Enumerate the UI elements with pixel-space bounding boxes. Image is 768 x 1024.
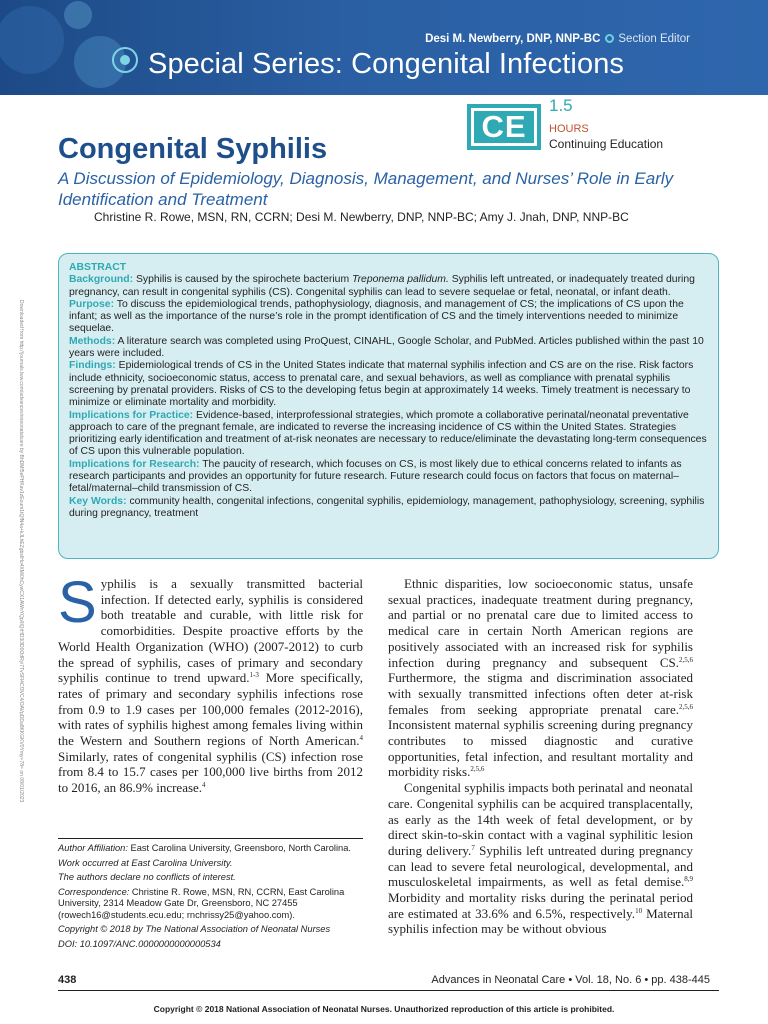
footer-divider — [58, 990, 719, 991]
body-paragraph: Congenital syphilis impacts both perinatal and neonatal care. Congenital syphilis can be acquired transplacentally, as early as the 14th week of fetal development, or by direct skin-to-skin contact with a vaginal syphilitic lesion during delivery.$^7$ Syphilis left untreated during pregnancy can lead to severe fetal neurological, developmental, and musculoskeletal impairments, as well as fetal demise.$^{8,9}$ Morbidity and mortality risks during the perinatal period are estimated at 33.6% and 6.5%, respectively.$^{10}$ Maternal syphilis infection may be without obvious — [388, 780, 693, 937]
abstract-methods: Methods: A literature search was completed using ProQuest, CINAHL, Google Scholar, and PubMed. Articles published within the past 10 years were included. — [69, 335, 704, 360]
abstract-findings: Findings: Epidemiological trends of CS in the United States indicate that maternal syphilis infection and CS are on the rise. Risk factors include ethnicity, socioeconomic status, access to prenatal care, and sexual behaviors, as well as compliance with prenatal syphilis screening by prenatal providers. Risks of CS to the developing fetus begin at approximately 14 weeks. Timely treatment is necessary to minimize or eliminate mortality and morbidity. — [69, 360, 694, 409]
abstract-purpose: Purpose: To discuss the epidemiological trends, pathophysiology, diagnosis, and management of CS; the implications of CS upon the infant; as well as the importance of the nurse’s role in the prompt identification of CS and the timely interventions needed to minimize sequelae. — [69, 298, 684, 335]
journal-citation: Advances in Neonatal Care • Vol. 18, No. 6 • pp. 438-445 — [431, 974, 710, 986]
body-right-column — [388, 576, 693, 937]
affiliation-copyright: Copyright © 2018 by The National Association of Neonatal Nurses — [58, 924, 331, 934]
page-number: 438 — [58, 974, 77, 986]
abstract-background: Background: Syphilis is caused by the spirochete bacterium Treponema pallidum. Syphilis left untreated, or inadequately treated during pregnancy, can result in congenital syphilis (CS). Congenital syphilis can lead to severe sequelae or fetal, neonatal, or infant death. — [69, 274, 695, 298]
affiliation-work: Work occurred at East Carolina University. — [58, 857, 233, 868]
affiliation-conflicts: The authors declare no conflicts of interest. — [58, 872, 236, 882]
ce-logo-text: CE — [474, 111, 534, 143]
editor-name: Desi M. Newberry, DNP, NNP-BC — [425, 33, 601, 45]
article-authors: Christine R. Rowe, MSN, RN, CCRN; Desi M. Newberry, DNP, NNP-BC; Amy J. Jnah, DNP, NNP-BC — [94, 210, 629, 224]
abstract-box — [58, 253, 719, 559]
affiliation-divider — [58, 838, 363, 839]
article-title: Congenital Syphilis — [58, 133, 328, 165]
abstract-research: Implications for Research: The paucity of research, which focuses on CS, is most likely due to ethical concerns related to infants as research participants and provides an opportunity for future research. Future research could focus on factors that focus on maternal–fetal/maternal–child transmission of CS. — [69, 458, 682, 495]
ce-unit: HOURS — [549, 123, 589, 135]
ce-hours: 1.5 — [549, 96, 573, 115]
section-editor — [425, 33, 690, 45]
copyright-notice: Copyright © 2018 National Association of Neonatal Nurses. Unauthorized reproduction of this article is prohibited. — [153, 1004, 615, 1014]
header-banner — [0, 0, 768, 95]
drop-cap: S — [58, 570, 97, 635]
download-notice: Downloaded from http://journals.lww.com/advancesinneonatalcare by BhDMf5ePHKav1zEoum1tQfN4a+kJLhEZgbsIHo4XMi0hCywCX1AWnYQp/IlQrHD3i3D0OdRyi7TvSFl4Cf3VC4/OAVpDDa8KKGKV0Ymy+78= on 08/01/2023 — [18, 300, 24, 803]
body-paragraph: Ethnic disparities, low socioeconomic status, unsafe sexual practices, inadequate treatment during pregnancy, and partial or no prenatal care due to limited access to medical care in certain North American regions are positively associated with an increased risk for syphilis infection during pregnancy and subsequent CS.$^{2,5,6}$ Furthermore, the stigma and discrimination associated with sexually transmitted infections often deter at-risk females from seeking appropriate prenatal care.$^{2,5,6}$ Inconsistent maternal syphilis screening during pregnancy contributes to missed diagnostic and curative opportunities, fetal infection, and resultant mortality and morbidity risks.$^{2,5,6}$ — [388, 576, 693, 780]
abstract-keywords: Key Words: community health, congenital infections, congenital syphilis, epidemiology, management, pathophysiology, screening, syphilis during pregnancy, treatment — [69, 495, 705, 519]
abstract-heading: ABSTRACT — [69, 262, 127, 273]
download-sidebar — [16, 300, 26, 803]
ce-description: Continuing Education — [549, 137, 664, 151]
body-paragraph: Syphilis is a sexually transmitted bacterial infection. If detected early, syphilis is considered both treatable and curable, with little risk for comorbidities. Despite proactive efforts by the World Health Organization (WHO) (2007-2012) to curb the spread of syphilis, cases of primary and secondary syphilis continue to trend upward.$^{1-3}$ More specifically, rates of primary and secondary syphilis infections rose from 0.9 to 1.9 cases per 100,000 females (2012-2016), with rates of syphilis highest among females living within the Western and Southern regions of North American.$^4$ Similarly, rates of congenital syphilis (CS) infection rose from 8.4 to 15.7 cases per 100,000 live births from 2012 to 2016, an 86.9% increase.$^4$ — [58, 570, 364, 796]
abstract-practice: Implications for Practice: Evidence-based, interprofessional strategies, which promote a collaborative perinatal/neonatal preventative approach to care of the pregnant female, are indicated to reverse the increasing incidence of CS within the United States. Strategies prioritizing early identification and treatment of at-risk neonates are necessary to reduce/eliminate the devastating long-term consequences of CS upon this vulnerable population. — [69, 409, 707, 458]
ring-icon — [605, 34, 614, 43]
editor-role: Section Editor — [618, 33, 690, 45]
body-left-column — [58, 570, 364, 796]
series-title: Special Series: Congenital Infections — [148, 48, 625, 80]
article-subtitle: A Discussion of Epidemiology, Diagnosis, Management, and Nurses’ Role in Early Identification and Treatment — [58, 169, 674, 209]
affiliation-block: Author Affiliation: East Carolina University, Greensboro, North Carolina. Work occurred at East Carolina University. The authors declare no conflicts of interest. Correspondence: Christine R. Rowe, MSN, RN, CCRN, East Carolina University, 2314 Meadow Gate Dr, Greensboro, NC 27455 (rowech16@students.ecu.edu; rnchrissy25@yahoo.com). Copyright © 2018 by The National Association of Neonatal Nurses DOI: 10.1097/ANC.0000000000000534 — [58, 843, 363, 953]
ce-logo — [467, 104, 541, 150]
affiliation-doi: DOI: 10.1097/ANC.0000000000000534 — [58, 938, 221, 949]
